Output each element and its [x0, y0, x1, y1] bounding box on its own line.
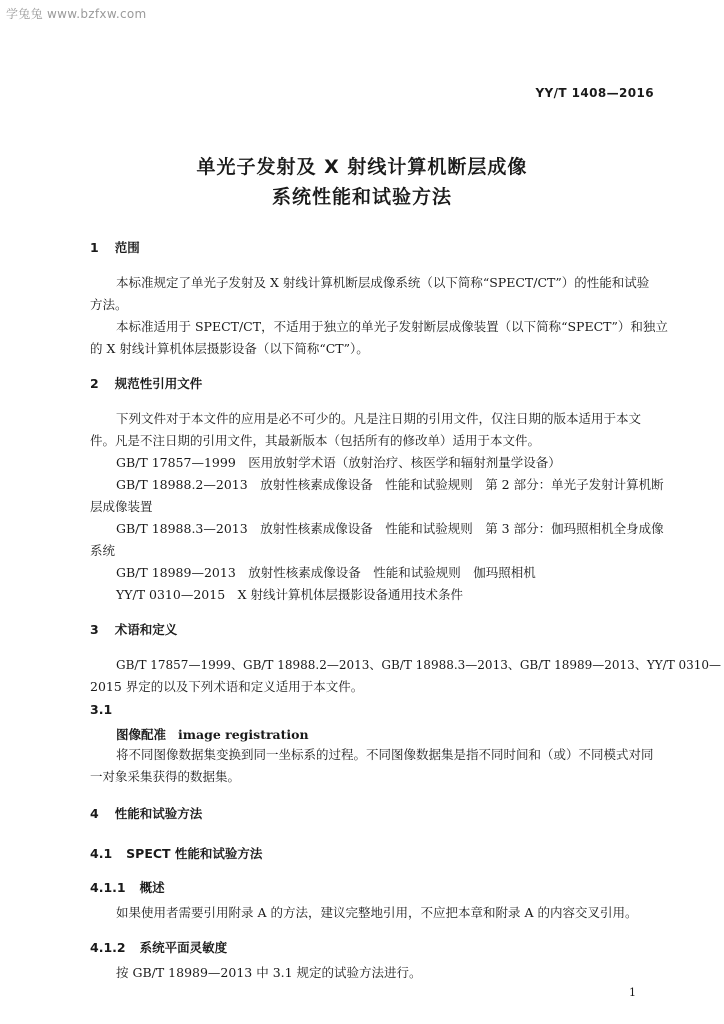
section-4-1-2-heading [90, 938, 227, 956]
section-number: 1 [90, 240, 99, 255]
section-number: 2 [90, 376, 99, 391]
term-entry [116, 724, 309, 743]
title-line-2: 系统性能和试验方法 [271, 186, 452, 208]
reference-item: GB/T 18989—2013 放射性核素成像设备 性能和试验规则 伽玛照相机 [116, 565, 536, 580]
section-title: 范围 [114, 240, 140, 255]
section-3-heading [90, 620, 177, 638]
section-title: SPECT 性能和试验方法 [126, 846, 263, 861]
section-title: 术语和定义 [114, 622, 178, 637]
paragraph-line: 的 X 射线计算机体层摄影设备（以下简称“CT”）。 [90, 341, 369, 356]
reference-item: GB/T 18988.3—2013 放射性核素成像设备 性能和试验规则 第 3 部分：伽玛照相机全身成像 [116, 521, 664, 536]
section-number: 3 [90, 622, 99, 637]
section-number: 4.1.1 [90, 880, 126, 895]
paragraph-line: 2015 界定的以及下列术语和定义适用于本文件。 [90, 679, 364, 694]
reference-item: GB/T 18988.2—2013 放射性核素成像设备 性能和试验规则 第 2 部分：单光子发射计算机断 [116, 477, 664, 492]
paragraph-line: 下列文件对于本文件的应用是必不可少的。凡是注日期的引用文件，仅注日期的版本适用于本文 [116, 411, 642, 426]
section-number: 4 [90, 806, 99, 821]
section-4-1-1-heading [90, 878, 165, 896]
reference-item: GB/T 17857—1999 医用放射学术语（放射治疗、核医学和辐射剂量学设备） [116, 455, 561, 470]
section-title: 系统平面灵敏度 [139, 940, 228, 955]
section-4-heading [90, 804, 202, 822]
term-name-cn: 图像配准 [116, 727, 167, 742]
paragraph-line: 本标准规定了单光子发射及 X 射线计算机断层成像系统（以下简称“SPECT/CT”）的性能和试验 [116, 275, 650, 290]
definition-line: 一对象采集获得的数据集。 [90, 769, 241, 784]
term-name-en: image registration [178, 727, 309, 742]
reference-item-continuation: 系统 [90, 543, 116, 558]
section-title: 概述 [139, 880, 165, 895]
reference-item: YY/T 0310—2015 X 射线计算机体层摄影设备通用技术条件 [116, 587, 464, 602]
section-title: 规范性引用文件 [114, 376, 203, 391]
paragraph-line: 如果使用者需要引用附录 A 的方法，建议完整地引用，不应把本章和附录 A 的内容交叉引用。 [116, 905, 638, 920]
title-line-1: 单光子发射及 X 射线计算机断层成像 [196, 156, 528, 178]
paragraph-line: 本标准适用于 SPECT/CT，不适用于独立的单光子发射断层成像装置（以下简称“SPECT”）和独立 [116, 319, 668, 334]
section-number: 4.1 [90, 846, 113, 861]
paragraph-line: GB/T 17857—1999、GB/T 18988.2—2013、GB/T 18988.3—2013、GB/T 18989—2013、YY/T 0310— [116, 658, 722, 672]
reference-item-continuation: 层成像装置 [90, 499, 153, 514]
paragraph-line: 方法。 [90, 297, 128, 312]
document-number: YY/T 1408—2016 [535, 86, 654, 100]
definition-line: 将不同图像数据集变换到同一坐标系的过程。不同图像数据集是指不同时间和（或）不同模式对同 [116, 747, 654, 762]
page-number: 1 [629, 986, 636, 999]
section-number: 4.1.2 [90, 940, 126, 955]
section-2-heading [90, 374, 202, 392]
watermark: 学兔兔 www.bzfxw.com [6, 7, 147, 21]
section-4-1-heading [90, 844, 262, 862]
paragraph-line: 按 GB/T 18989—2013 中 3.1 规定的试验方法进行。 [116, 965, 422, 980]
section-title: 性能和试验方法 [114, 806, 203, 821]
paragraph-line: 件。凡是不注日期的引用文件，其最新版本（包括所有的修改单）适用于本文件。 [90, 433, 541, 448]
term-number: 3.1 [90, 702, 113, 717]
section-1-heading [90, 238, 140, 256]
